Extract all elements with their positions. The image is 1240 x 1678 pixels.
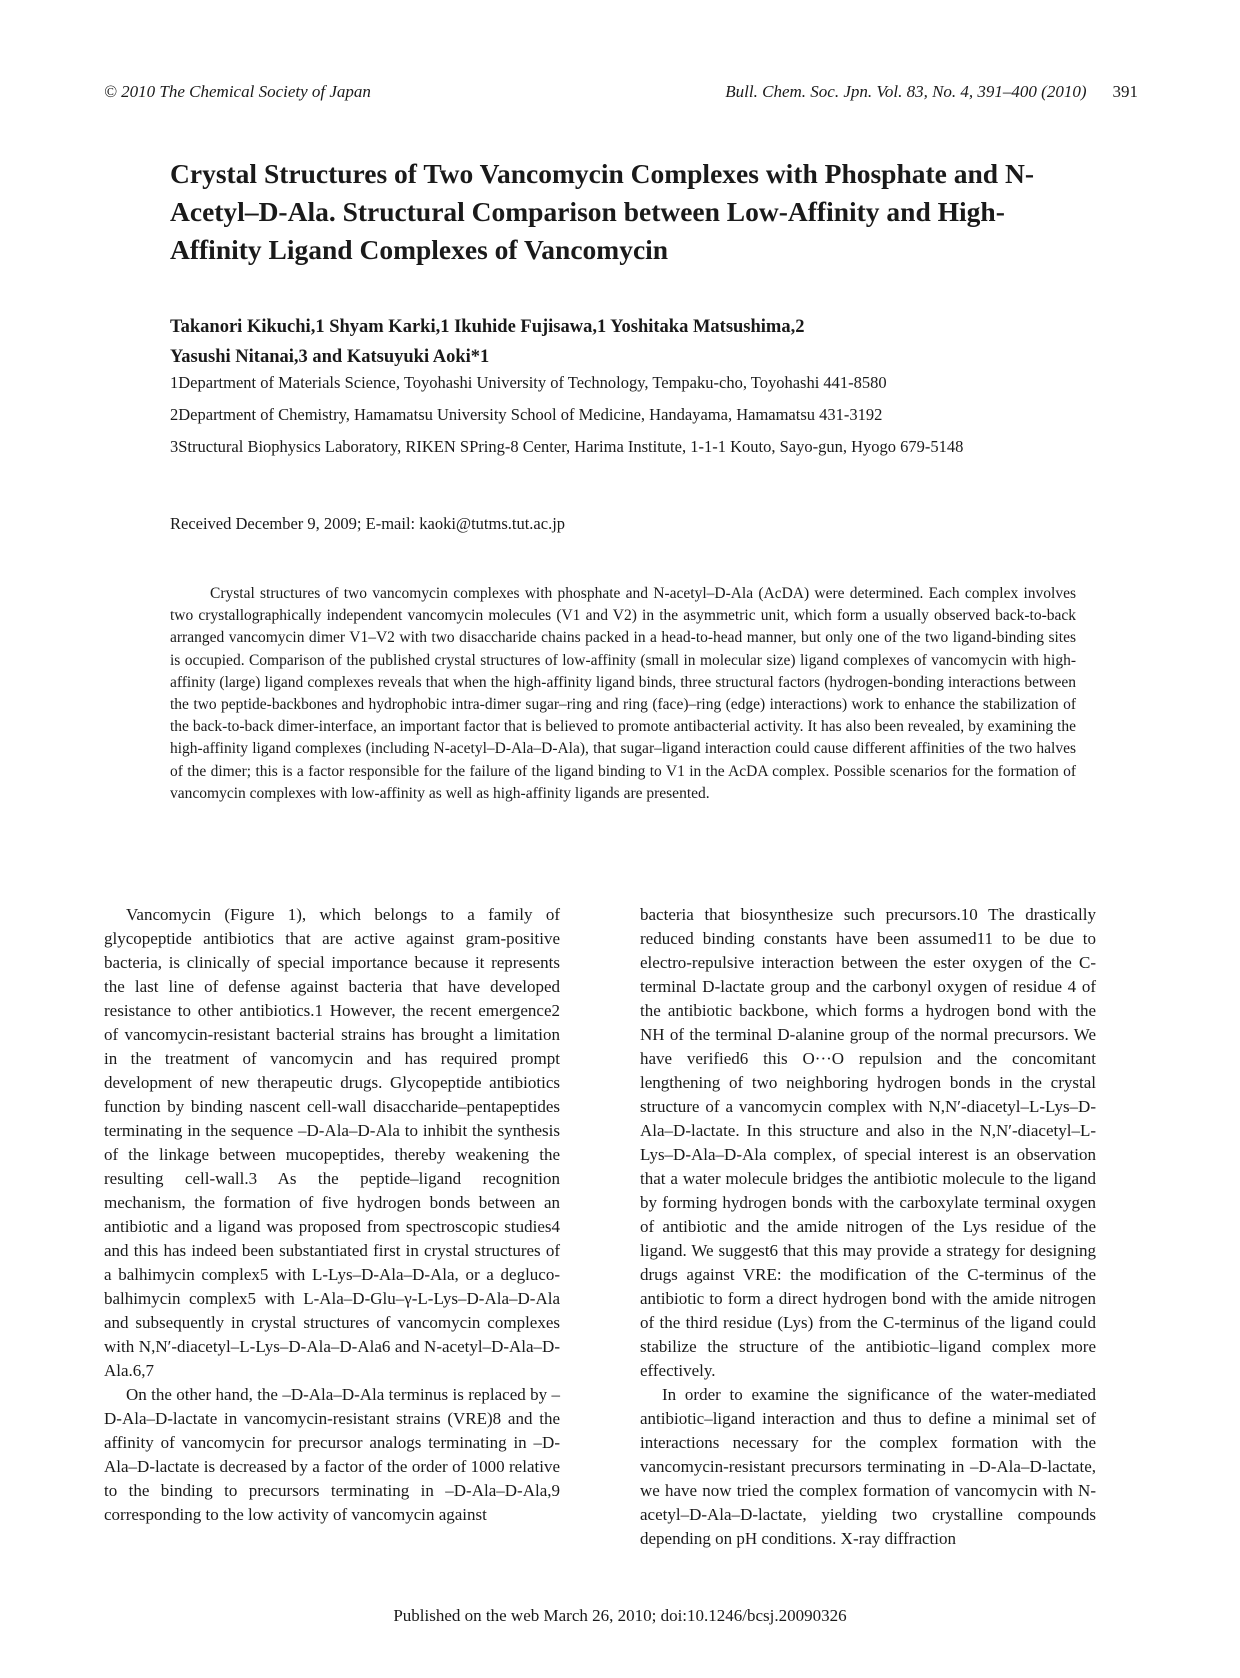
abstract: Crystal structures of two vancomycin complexes with phosphate and N-acetyl–D-Ala (AcDA) were determined. Each complex involves two crystallographically independent vancomycin molecules (V1 and V2) in the asymmetric unit, which form a usually observed back-to-back arranged vancomycin dimer V1–V2 with two disaccharide chains packed in a head-to-head manner, but only one of the two ligand-binding sites is occupied. Comparison of the published crystal structures of low-affinity (small in molecular size) ligand complexes of vancomycin with high-affinity (large) ligand complexes reveals that when the high-affinity ligand binds, three structural factors (hydrogen-bonding interactions between the two peptide-backbones and hydrophobic intra-dimer sugar–ring and ring (face)–ring (edge) interactions) work to enhance the stabilization of the back-to-back dimer-interface, an important factor that is believed to promote antibacterial activity. It has also been revealed, by examining the high-affinity ligand complexes (including N-acetyl–D-Ala–D-Ala), that sugar–ligand interaction could cause different affinities of the two halves of the dimer; this is a factor responsible for the failure of the ligand binding to V1 in the AcDA complex. Possible scenarios for the formation of vancomycin complexes with low-affinity as well as high-affinity ligands are presented. bbox=[170, 585, 1076, 802]
paragraph: Vancomycin (Figure 1), which belongs to a family of glycopeptide antibiotics that are active against gram-positive bacteria, is clinically of special importance because it represents the last line of defense against bacteria that have developed resistance to other antibiotics.1 However, the recent emergence2 of vancomycin-resistant bacterial strains has brought a limitation in the treatment of vancomycin and has required prompt development of new therapeutic drugs. Glycopeptide antibiotics function by binding nascent cell-wall disaccharide–pentapeptides terminating in the sequence –D-Ala–D-Ala to inhibit the synthesis of the linkage between mucopeptides, thereby weakening the resulting cell-wall.3 As the peptide–ligand recognition mechanism, the formation of five hydrogen bonds between an antibiotic and a ligand was proposed from spectroscopic studies4 and this has indeed been substantiated first in crystal structures of a balhimycin complex5 with L-Lys–D-Ala–D-Ala, or a degluco-balhimycin complex5 with L-Ala–D-Glu–γ-L-Lys–D-Ala–D-Ala and subsequently in crystal structures of vancomycin complexes with N,N′-diacetyl–L-Lys–D-Ala–D-Ala6 and N-acetyl–D-Ala–D-Ala.6,7 bbox=[104, 905, 560, 1380]
copyright-notice: © 2010 The Chemical Society of Japan bbox=[104, 82, 371, 101]
affiliation-3: 3Structural Biophysics Laboratory, RIKEN SPring-8 Center, Harima Institute, 1-1-1 Kouto, Sayo-gun, Hyogo 679-5148 bbox=[170, 437, 964, 456]
journal-reference: Bull. Chem. Soc. Jpn. Vol. 83, No. 4, 391–400 (2010) bbox=[725, 82, 1087, 101]
affiliation-1: 1Department of Materials Science, Toyohashi University of Technology, Tempaku-cho, Toyohashi 441-8580 bbox=[170, 373, 887, 392]
authors-line-1: Takanori Kikuchi,1 Shyam Karki,1 Ikuhide Fujisawa,1 Yoshitaka Matsushima,2 bbox=[170, 317, 805, 337]
paragraph: bacteria that biosynthesize such precursors.10 The drastically reduced binding constants have been assumed11 to be due to electro-repulsive interaction between the ester oxygen of the C-terminal D-lactate group and the carbonyl oxygen of residue 4 of the antibiotic backbone, which forms a hydrogen bond with the NH of the terminal D-alanine group of the normal precursors. We have verified6 this O···O repulsion and the concomitant lengthening of two neighboring hydrogen bonds in the crystal structure of a vancomycin complex with N,N′-diacetyl–L-Lys–D-Ala–D-lactate. In this structure and also in the N,N′-diacetyl–L-Lys–D-Ala–D-Ala complex, of special interest is an observation that a water molecule bridges the antibiotic molecule to the ligand by forming hydrogen bonds with the carboxylate terminal oxygen of antibiotic and the amide nitrogen of the Lys residue of the ligand. We suggest6 that this may provide a strategy for designing drugs against VRE: the modification of the C-terminus of the antibiotic to form a direct hydrogen bond with the amide nitrogen of the third residue (Lys) from the C-terminus of the ligand could stabilize the structure of the antibiotic–ligand complex more effectively. bbox=[640, 905, 1096, 1380]
journal-citation bbox=[725, 82, 1138, 102]
affiliation-2: 2Department of Chemistry, Hamamatsu University School of Medicine, Handayama, Hamamatsu 431-3192 bbox=[170, 405, 883, 424]
authors-line-2: Yasushi Nitanai,3 and Katsuyuki Aoki*1 bbox=[170, 347, 490, 367]
author-list bbox=[170, 312, 1070, 372]
paragraph: On the other hand, the –D-Ala–D-Ala terminus is replaced by –D-Ala–D-lactate in vancomycin-resistant strains (VRE)8 and the affinity of vancomycin for precursor analogs terminating in –D-Ala–D-lactate is decreased by a factor of the order of 1000 relative to the binding to precursors terminating in –D-Ala–D-Ala,9 corresponding to the low activity of vancomycin against bbox=[104, 1385, 560, 1524]
received-line: Received December 9, 2009; E-mail: kaoki@tutms.tut.ac.jp bbox=[170, 514, 566, 533]
body-column-right bbox=[640, 903, 1096, 1551]
running-header bbox=[104, 82, 1138, 110]
paragraph: In order to examine the significance of the water-mediated antibiotic–ligand interaction and thus to define a minimal set of interactions necessary for the complex formation with the vancomycin-resistant precursors terminating in –D-Ala–D-lactate, we have now tried the complex formation of vancomycin with N-acetyl–D-Ala–D-lactate, yielding two crystalline compounds depending on pH conditions. X-ray diffraction bbox=[640, 1385, 1096, 1548]
body-column-left bbox=[104, 903, 560, 1527]
publication-footer: Published on the web March 26, 2010; doi:10.1246/bcsj.20090326 bbox=[393, 1606, 847, 1625]
page-number: 391 bbox=[1112, 82, 1138, 101]
article-title: Crystal Structures of Two Vancomycin Complexes with Phosphate and N-Acetyl–D-Ala. Structural Comparison between Low-Affinity and High-Affinity Ligand Complexes of Vancomycin bbox=[170, 158, 1034, 265]
